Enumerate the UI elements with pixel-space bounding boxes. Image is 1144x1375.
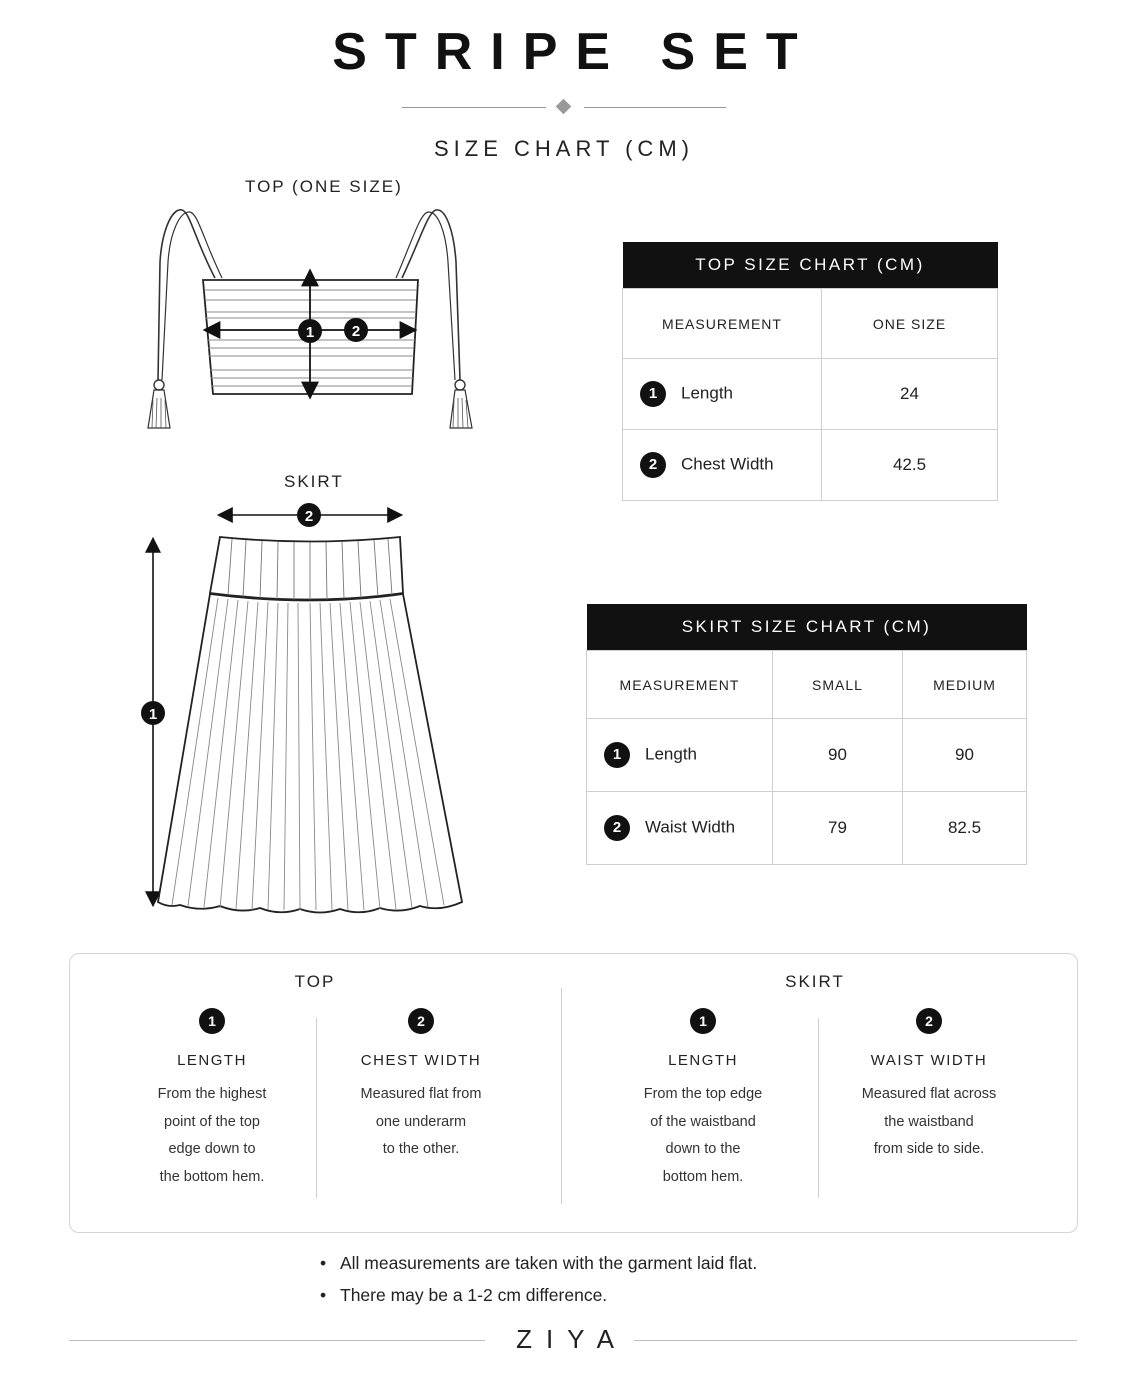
marker-1-icon: 1 <box>199 1008 225 1034</box>
guide-divider <box>316 1018 317 1198</box>
table-row <box>623 430 998 501</box>
guide-item-name: WAIST WIDTH <box>870 1052 988 1069</box>
top-row-length-value: 24 <box>822 359 998 430</box>
marker-1-icon: 1 <box>604 742 630 768</box>
marker-1-icon: 1 <box>640 381 666 407</box>
brand-logo: ZIYA <box>516 1324 628 1354</box>
top-marker-2-text: 2 <box>351 323 361 340</box>
skirt-chart-col-small: SMALL <box>773 651 903 719</box>
skirt-garment-illustration <box>130 495 480 920</box>
skirt-row-waist-medium: 82.5 <box>903 792 1027 865</box>
guide-item-description: Measured flat from one underarm to the other. <box>360 1086 482 1157</box>
table-row <box>623 359 998 430</box>
skirt-chart-col-medium: MEDIUM <box>903 651 1027 719</box>
guide-item-description: Measured flat across the waistband from side to side. <box>861 1086 997 1157</box>
guide-item-description: From the top edge of the waistband down to the bottom hem. <box>643 1086 763 1185</box>
guide-top-heading: TOP <box>294 972 336 991</box>
page-subtitle: SIZE CHART (CM) <box>434 136 694 161</box>
skirt-row-length-medium: 90 <box>903 719 1027 792</box>
guide-top-length <box>112 1008 312 1191</box>
title-divider-right <box>584 107 726 108</box>
page-title: STRIPE SET <box>332 23 816 81</box>
title-divider-left <box>402 107 546 108</box>
marker-2-icon: 2 <box>408 1008 434 1034</box>
bullet-icon: • <box>320 1253 327 1273</box>
note-text: There may be a 1-2 cm difference. <box>340 1285 608 1305</box>
skirt-size-chart <box>586 604 1027 865</box>
guide-center-divider <box>561 988 562 1204</box>
skirt-row-length-label <box>587 719 773 792</box>
row-label: Length <box>645 744 697 764</box>
bullet-icon: • <box>320 1285 327 1305</box>
list-item <box>320 1282 757 1314</box>
guide-item-description: From the highest point of the top edge down to the bottom hem. <box>157 1086 267 1185</box>
guide-top-chest-width <box>321 1008 521 1164</box>
top-chart-col-one-size: ONE SIZE <box>822 289 998 359</box>
guide-item-name: CHEST WIDTH <box>360 1052 482 1069</box>
row-label: Waist Width <box>645 817 736 837</box>
row-label: Chest Width <box>681 454 774 474</box>
top-row-length-label <box>623 359 822 430</box>
row-label: Length <box>681 383 733 403</box>
marker-2-icon: 2 <box>916 1008 942 1034</box>
list-item <box>320 1250 757 1282</box>
top-row-chest-value: 42.5 <box>822 430 998 501</box>
marker-2-icon: 2 <box>640 452 666 478</box>
guide-divider <box>818 1018 819 1198</box>
skirt-chart-col-measurement: MEASUREMENT <box>587 651 773 719</box>
guide-item-name: LENGTH <box>668 1052 738 1069</box>
top-chart-col-measurement: MEASUREMENT <box>623 289 822 359</box>
skirt-row-waist-label <box>587 792 773 865</box>
divider-diamond-icon <box>556 99 572 115</box>
table-row <box>587 719 1027 792</box>
skirt-row-waist-small: 79 <box>773 792 903 865</box>
skirt-row-length-small: 90 <box>773 719 903 792</box>
guide-skirt-waist-width <box>829 1008 1029 1164</box>
note-text: All measurements are taken with the garment laid flat. <box>340 1253 758 1273</box>
skirt-chart-title: SKIRT SIZE CHART (CM) <box>587 604 1027 651</box>
guide-skirt-length <box>603 1008 803 1191</box>
table-row <box>587 792 1027 865</box>
top-size-chart <box>622 242 998 501</box>
guide-item-name: LENGTH <box>177 1052 247 1069</box>
top-illustration-label: TOP (ONE SIZE) <box>245 177 403 196</box>
skirt-illustration-label: SKIRT <box>284 472 344 491</box>
top-marker-1-text: 1 <box>305 324 315 341</box>
skirt-marker-2-text: 2 <box>304 508 314 525</box>
guide-skirt-heading: SKIRT <box>785 972 845 991</box>
notes-list <box>320 1250 757 1314</box>
top-row-chest-label <box>623 430 822 501</box>
marker-2-icon: 2 <box>604 815 630 841</box>
skirt-marker-1-text: 1 <box>148 706 158 723</box>
top-chart-title: TOP SIZE CHART (CM) <box>623 242 998 289</box>
top-garment-illustration <box>140 200 490 440</box>
marker-1-icon: 1 <box>690 1008 716 1034</box>
